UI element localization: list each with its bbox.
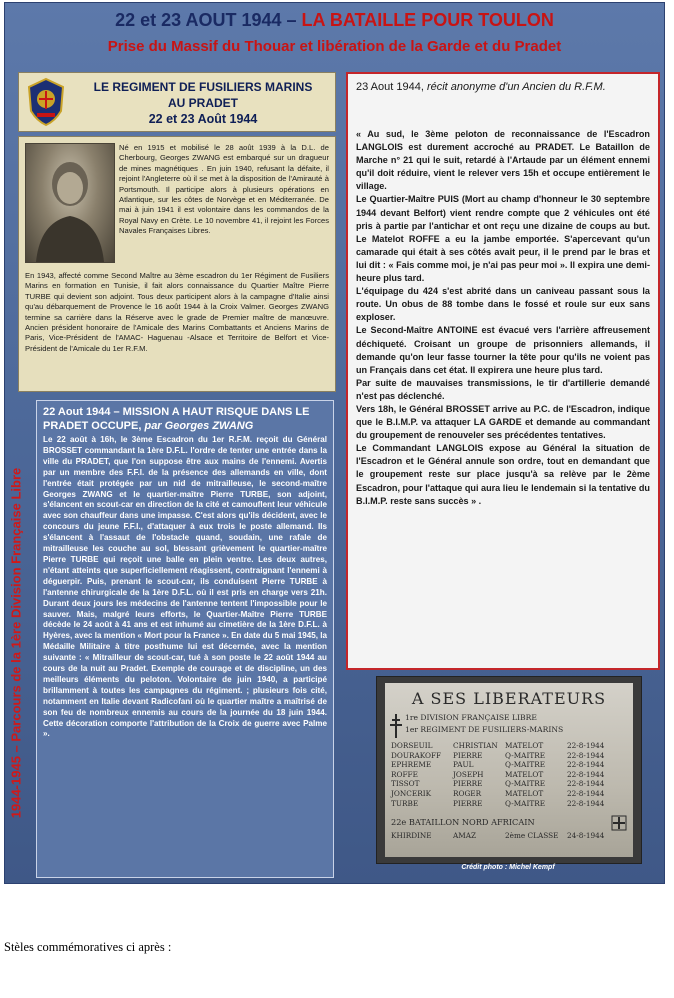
plaque-surname: DOURAKOFF	[391, 750, 442, 760]
plaque-rank: Q-MAITRE	[505, 760, 546, 770]
plaque-date: 22-8-1944	[567, 798, 605, 808]
plaque-last-row	[391, 831, 631, 840]
regiment-line2: AU PRADET	[167, 96, 238, 110]
photo-credit: Crédit photo : Michel Kempf	[461, 864, 555, 871]
recit-paragraph: Le Commandant LANGLOIS expose au Général la situation de l'Escadron et le Général annule son ordre, tout en demandant que le groupement reste sur place jusqu'à sa relève par le 2ème Escadron, pour l'attaque qui aura lieu le lendemain si la tentative du B.I.M.P. reste sans succès » .	[356, 443, 650, 506]
biography-part1: Né en 1915 et mobilisé le 28 août 1939 à la D.L. de Cherbourg, Georges ZWANG est embarqué sur un dragueur de mines magnétiques . En juin 1940, refusant la défaite, il rejoint l'Angleterre où il se met à la disposition de l'Amirauté à Portsmouth. Il participe alors à plusieurs opérations en Atlantique, sur les côtes de Norvège et en Méditerranée. De mai à juin 1941 il est volontaire dans les commandos de la Royal Navy en Crète. Le 10 novembre 41, il rejoint les Forces Navales Françaises Libres.	[119, 143, 329, 236]
memorial-plaque-photo	[376, 676, 642, 864]
plaque-firstname: PIERRE	[453, 750, 483, 760]
plaque-rank: MATELOT	[505, 788, 544, 798]
title-battle: LA BATAILLE POUR TOULON	[301, 10, 554, 30]
plaque-row	[391, 779, 631, 789]
plaque-row	[391, 760, 631, 770]
plaque-surname: JONCERIK	[391, 788, 432, 798]
plaque-regiment: 1er REGIMENT DE FUSILIERS-MARINS	[405, 725, 564, 734]
recit-paragraph: Le Second-Maître ANTOINE est évacué vers l'arrière affreusement déchiqueté. Croisant un groupe de prisonniers allemands, il demande qu'on leur fasse tourner la tête pour qu'ils ne voient pas un Français dans cet état. Il expirera une heure plus tard.	[356, 325, 650, 375]
footer-caption: Stèles commémoratives ci après :	[4, 940, 172, 954]
poster-title	[4, 10, 665, 31]
plaque-surname: TURBE	[391, 798, 419, 808]
plaque-firstname: CHRISTIAN	[453, 741, 498, 750]
plaque-title: A SES LIBERATEURS	[411, 689, 607, 708]
plaque-firstname: PIERRE	[453, 779, 483, 789]
plaque-rank: Q-MAITRE	[505, 750, 546, 760]
plaque-firstname: JOSEPH	[453, 769, 484, 779]
mission-heading	[43, 405, 327, 433]
plaque-date: 22-8-1944	[567, 788, 605, 798]
plaque-firstname: AMAZ	[453, 831, 477, 840]
plaque-rank: MATELOT	[505, 769, 544, 779]
plaque-row	[391, 751, 631, 761]
plaque-date: 22-8-1944	[567, 741, 605, 750]
recit-paragraph: L'équipage du 424 s'est abrité dans un caniveau passant sous la route. Un obus de 88 tombe dans le fossé et roule sur eux sans exploser.	[356, 286, 650, 323]
vertical-label	[5, 410, 27, 876]
regiment-insignia-icon	[25, 77, 67, 127]
poster	[4, 2, 665, 884]
recit-paragraph: Vers 18h, le Général BROSSET arrive au P.C. de l'Escadron, indique que le B.I.M.P. va attaquer LA GARDE et demande au commandant du groupement de renouveler ses précédentes tentatives.	[356, 403, 650, 441]
plaque-row	[391, 789, 631, 799]
mission-byline: par Georges ZWANG	[144, 420, 254, 432]
plaque-division: 1re DIVISION FRANÇAISE LIBRE	[405, 713, 537, 722]
cross-emblem-icon	[611, 815, 627, 831]
plaque-date: 22-8-1944	[567, 750, 605, 760]
mission-body: Le 22 août à 16h, le 3ème Escadron du 1er R.F.M. reçoit du Général BROSSET commandant la 1ère D.F.L. l'ordre de tenter une entrée dans la ville du PRADET, que l'on suppose être aux mains de l'ennemi. Avertis par un membre des F.F.I. de la présence des allemands en ville, dont l'entrée était protégée par un nid de mitrailleuse, le second-maître Georges ZWANG et le quartier-maître Pierre TURBE, son adjoint, s'élancent en scout-car en direction de la cité et camouflent leur véhicule avec son chauffeur dans une impasse. C'est alors qu'ils décident, avec le concours du jeune F.F.I., d'attaquer à eux trois le poste allemand. Ils s'élancent à l'assaut de l'obstacle quand, soudain, une rafale de mitrailleuse les couche au sol, blessant grièvement le quartier-maître Pierre TURBE qui reçoit une balle en plein ventre. Les deux autres, n'étant atteints que superficiellement réagissent, contraignant l'ennemi à déguerpir. Puis, prenant le scout-car, ils conduisent Pierre TURBE à l'antenne chirurgicale de la 1ère D.F.L. où il est pris en charge vers 21h. Durant deux jours les médecins de l'antenne tentent l'impossible pour le sauver. Mais, malgré leurs efforts, le Quartier-Maître Pierre TURBE décède le 24 août à 41 ans et est inhumé au cimetière de la 1ère D.F.L. à Hyères, avec la mention « Mort pour la France ». En date du 5 mai 1945, la Médaille Militaire à titre posthume lui est décernée, avec la mention suivante : « Mitrailleur de scout-car, tué à son poste le 22 août 1944 au cours de la nuit au Pradet. Exemple de courage et de discipline, un des meilleurs éléments du peloton. Volontaire de juin 1940, a participé brillamment à toutes les campagnes du régiment. ; plusieurs fois cité, notamment en Italie devant Radicofani où le quartier maître a maîtrisé de son feu de nombreux ennemis au cours de la journée du 18 juin 1944. Cette décoration comporte l'attribution de la Croix de guerre avec Palme ».	[43, 435, 327, 739]
recit-source: récit anonyme d'un Ancien du R.F.M.	[426, 81, 606, 93]
plaque-row	[391, 770, 631, 780]
recit-body	[356, 128, 650, 508]
plaque-names	[391, 741, 631, 808]
mission-heading-text: 22 Aout 1944 – MISSION A HAUT RISQUE DANS LE PRADET OCCUPE,	[43, 406, 310, 432]
plaque-surname: TISSOT	[391, 779, 420, 789]
plaque-surname: EPHREME	[391, 760, 432, 770]
plaque-surname: ROFFE	[391, 769, 418, 779]
recit-heading	[356, 80, 650, 95]
recit-paragraph: « Au sud, le 3ème peloton de reconnaissance de l'Escadron LANGLOIS est durement accroché au PRADET. Le Bataillon de Marche n° 21 qui le suit, retardé à l'Artaude par un élément ennemi qu'il doit réduire, vient le relever vers 15h et occupe entièrement le village.	[356, 129, 650, 192]
plaque-firstname: PIERRE	[453, 798, 483, 808]
plaque-row	[391, 741, 631, 751]
plaque-rank: Q-MAITRE	[505, 798, 546, 808]
plaque-date: 22-8-1944	[567, 760, 605, 770]
recit-paragraph: Le Quartier-Maître PUIS (Mort au champ d'honneur le 30 septembre 1944 devant Belfort) vient rendre compte que 2 véhicules ont été pris à partie par l'antichar et ont reçu une dizaine de coups au but. Le Matelot ROFFE a eu la jambe emportée. S'apercevant qu'un camarade qui était à ses côtés avait peur, il le prend par le bras et lui dit : « Fais comme moi, je n'ai pas peur moi ». Il expira une demi-heure plus tard.	[356, 194, 650, 284]
plaque-date: 22-8-1944	[567, 769, 605, 779]
recit-date: 23 Aout 1944,	[356, 81, 427, 93]
plaque-firstname: ROGER	[453, 788, 482, 798]
biography-box	[18, 136, 336, 392]
plaque-battalion: 22e BATAILLON NORD AFRICAIN	[391, 817, 535, 827]
poster-subtitle: Prise du Massif du Thouar et libération de la Garde et du Pradet	[107, 38, 562, 55]
mission-box	[36, 400, 334, 878]
plaque-row	[391, 799, 631, 809]
vertical-label-text: 1944-1945 – Parcours de la 1ère Division Française Libre	[8, 467, 24, 819]
portrait-silhouette-icon	[26, 144, 114, 262]
recit-paragraph: Par suite de mauvaises transmissions, le tir d'artillerie demandé n'est pas déclenché.	[356, 377, 650, 401]
zwang-portrait	[25, 143, 115, 263]
plaque-surname: DORSEUIL	[391, 741, 433, 750]
plaque-rank: 2ème CLASSE	[505, 831, 559, 840]
plaque-rank: MATELOT	[505, 741, 544, 750]
cross-of-lorraine-icon	[389, 713, 403, 739]
plaque-surname: KHIRDINE	[391, 831, 432, 840]
regiment-line1: LE REGIMENT DE FUSILIERS MARINS	[93, 80, 313, 94]
regiment-title	[75, 79, 331, 127]
plaque-date: 22-8-1944	[567, 779, 605, 789]
plaque-firstname: PAUL	[453, 760, 474, 770]
plaque-date: 24-8-1944	[567, 831, 605, 840]
plaque-rank: Q-MAITRE	[505, 779, 546, 789]
regiment-box	[18, 72, 336, 132]
regiment-line3: 22 et 23 Août 1944	[148, 112, 258, 126]
title-date: 22 et 23 AOUT 1944 –	[115, 10, 302, 30]
biography-part2: En 1943, affecté comme Second Maître au 3ème escadron du 1er Régiment de Fusiliers Marins en formation en Tunisie, il fait alors connaissance du Quartier Maître Pierre TURBE qui devient son adjoint. Tous deux participent alors à la campagne d'Italie ainsi qu'au débarquement de Provence le 16 août 1944 à la Croix Valmer. Georges ZWANG termine sa carrière dans la Réserve avec le grade de Premier maître de manœuvre. Ancien président honoraire de l'Amicale des Marins Combattants et Anciens Marins de Paris, Vice-Président de l'AMAC- Haguenau -Alsace et Territoire de Belfort et Vice-Président de l'Amicale du 1er R.F.M.	[25, 271, 329, 353]
recit-box	[346, 72, 660, 670]
memorial-plaque	[385, 683, 633, 857]
